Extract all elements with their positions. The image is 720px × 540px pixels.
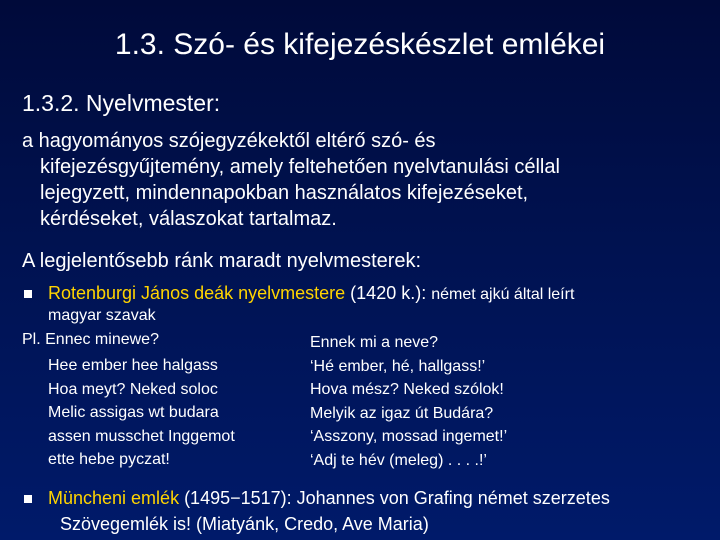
left-line: Hee ember hee halgass — [48, 357, 218, 374]
left-line: Hoa meyt? Neked soloc — [48, 380, 218, 398]
bullet-marker — [24, 290, 32, 298]
left-line: assen musschet Inggemot — [48, 427, 235, 445]
left-column — [48, 354, 235, 472]
bullet-1-highlight: Rotenburgi János deák nyelvmestere — [48, 283, 346, 303]
bullet-marker — [24, 495, 32, 503]
right-line: ‘Hé ember, hé, hallgass!’ — [310, 357, 486, 375]
bullet-2-line-2: Szövegemlék is! (Miatyánk, Credo, Ave Maria) — [60, 514, 429, 534]
right-line: Hova mész? Neked szólok! — [310, 381, 504, 398]
right-line: ‘Adj te hév (meleg) . . . .!’ — [310, 451, 487, 469]
left-line: ette hebe pyczat! — [48, 451, 170, 468]
section-subtitle: 1.3.2. Nyelvmester: — [22, 90, 221, 116]
example-label: Pl. Ennec minewe? — [22, 331, 159, 348]
slide-title: 1.3. Szó- és kifejezéskészlet emlékei — [114, 28, 606, 61]
left-line: Melic assigas wt budara — [48, 404, 219, 421]
right-line: Ennek mi a neve? — [310, 334, 439, 351]
definition-line-1: a hagyományos szójegyzékektől eltérő szó- és — [22, 130, 436, 152]
bullet-1-line-2: magyar szavak — [48, 307, 156, 324]
bullet-2-line-1 — [48, 488, 610, 509]
right-line: ‘Asszony, mossad ingemet!’ — [310, 428, 508, 445]
definition-line-2: kifejezésgyűjtemény, amely feltehetően nyelvtanulási céllal — [40, 156, 560, 178]
right-line: Melyik az igaz út Budára? — [310, 404, 494, 422]
intro-text: A legjelentősebb ránk maradt nyelvmesterek: — [22, 250, 422, 272]
right-column — [310, 331, 507, 472]
bullet-1-line-1 — [48, 283, 574, 304]
bullet-1-date: (1420 k.): — [345, 283, 432, 303]
bullet-1-rest: német ajkú által leírt — [431, 286, 575, 303]
bullet-2-highlight: Müncheni emlék — [48, 488, 180, 508]
definition-line-3: lejegyzett, mindennapokban használatos kifejezéseket, — [40, 182, 529, 204]
definition-line-4: kérdéseket, válaszokat tartalmaz. — [40, 208, 337, 230]
bullet-2-rest: (1495−1517): Johannes von Grafing német szerzetes — [179, 488, 610, 508]
